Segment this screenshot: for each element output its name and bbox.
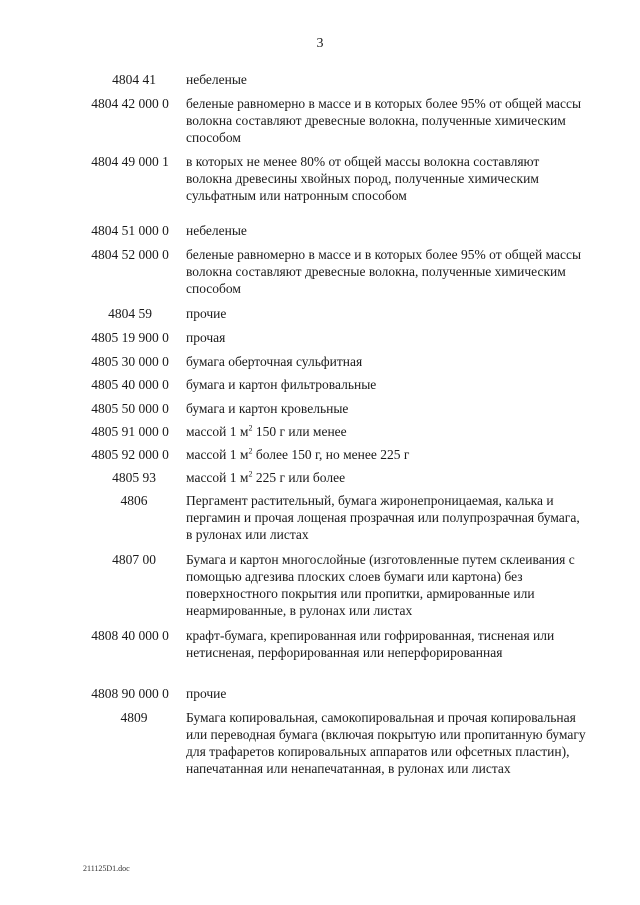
commodity-description: небеленые [186,223,247,238]
description-text: массой 1 м [186,470,249,485]
commodity-description [186,446,586,463]
commodity-description: прочая [186,330,226,345]
commodity-code: 4805 50 000 0 [91,401,169,416]
page-number: 3 [316,36,324,51]
commodity-description [186,423,586,440]
commodity-description: небеленые [186,72,247,87]
commodity-code: 4809 [120,710,148,725]
footer-filename: 211125D1.doc [83,864,130,873]
commodity-code: 4805 30 000 0 [91,354,169,369]
commodity-description: прочие [186,686,227,701]
commodity-code: 4808 40 000 0 [91,628,169,643]
commodity-description: бумага и картон фильтровальные [186,377,377,392]
commodity-code: 4804 42 000 0 [91,96,169,111]
commodity-description: Бумага копировальная, самокопировальная и прочая копировальная или переводная бумага (включая покрытую или пропитанную бумагу для трафаретов копировальных аппаратов или офсетных пластин), напечатанная или ненапечатанная, в рулонах или листах [186,710,586,776]
commodity-code: 4805 93 [112,470,156,485]
commodity-description: беленые равномерно в массе и в которых более 95% от общей массы волокна составляют древесные волокна, полученные химическим способом [186,96,582,145]
commodity-code: 4805 91 000 0 [91,424,169,439]
description-text: более 150 г, но менее 225 г [252,447,410,462]
commodity-code: 4805 19 900 0 [91,330,169,345]
commodity-description: беленые равномерно в массе и в которых более 95% от общей массы волокна составляют древесные волокна, полученные химическим способом [186,247,582,296]
commodity-code: 4807 00 [112,552,156,567]
commodity-description: бумага и картон кровельные [186,401,349,416]
commodity-code: 4804 52 000 0 [91,247,169,262]
commodity-code: 4804 49 000 1 [91,154,169,169]
commodity-code: 4804 59 [108,306,152,321]
commodity-description: Пергамент растительный, бумага жиронепроницаемая, калька и пергамин и прочая лощеная прозрачная или полупрозрачная бумага, в рулонах или листах [186,493,580,542]
commodity-code: 4806 [120,493,148,508]
description-text: 150 г или менее [252,424,347,439]
commodity-code: 4805 92 000 0 [91,447,169,462]
commodity-description: прочие [186,306,227,321]
description-text: массой 1 м [186,447,249,462]
commodity-description: крафт-бумага, крепированная или гофрированная, тисненая или нетисненая, перфорированная или неперфорированная [186,628,555,660]
commodity-description [186,469,586,486]
commodity-code: 4805 40 000 0 [91,377,169,392]
superscript: 2 [248,446,253,456]
commodity-code: 4804 51 000 0 [91,223,169,238]
commodity-description: в которых не менее 80% от общей массы волокна составляют волокна древесины хвойных пород, полученные химическим сульфатным или натронным способом [186,154,540,203]
commodity-description: бумага оберточная сульфитная [186,354,363,369]
description-text: 225 г или более [252,470,346,485]
commodity-description: Бумага и картон многослойные (изготовленные путем склеивания с помощью адгезива плоских слоев бумаги или картона) без поверхностного покрытия или пропитки, армированные или неармированные, в рулонах или листах [186,552,575,618]
superscript: 2 [248,469,253,479]
commodity-code: 4808 90 000 0 [91,686,169,701]
description-text: массой 1 м [186,424,249,439]
commodity-code: 4804 41 [112,72,156,87]
superscript: 2 [248,423,253,433]
